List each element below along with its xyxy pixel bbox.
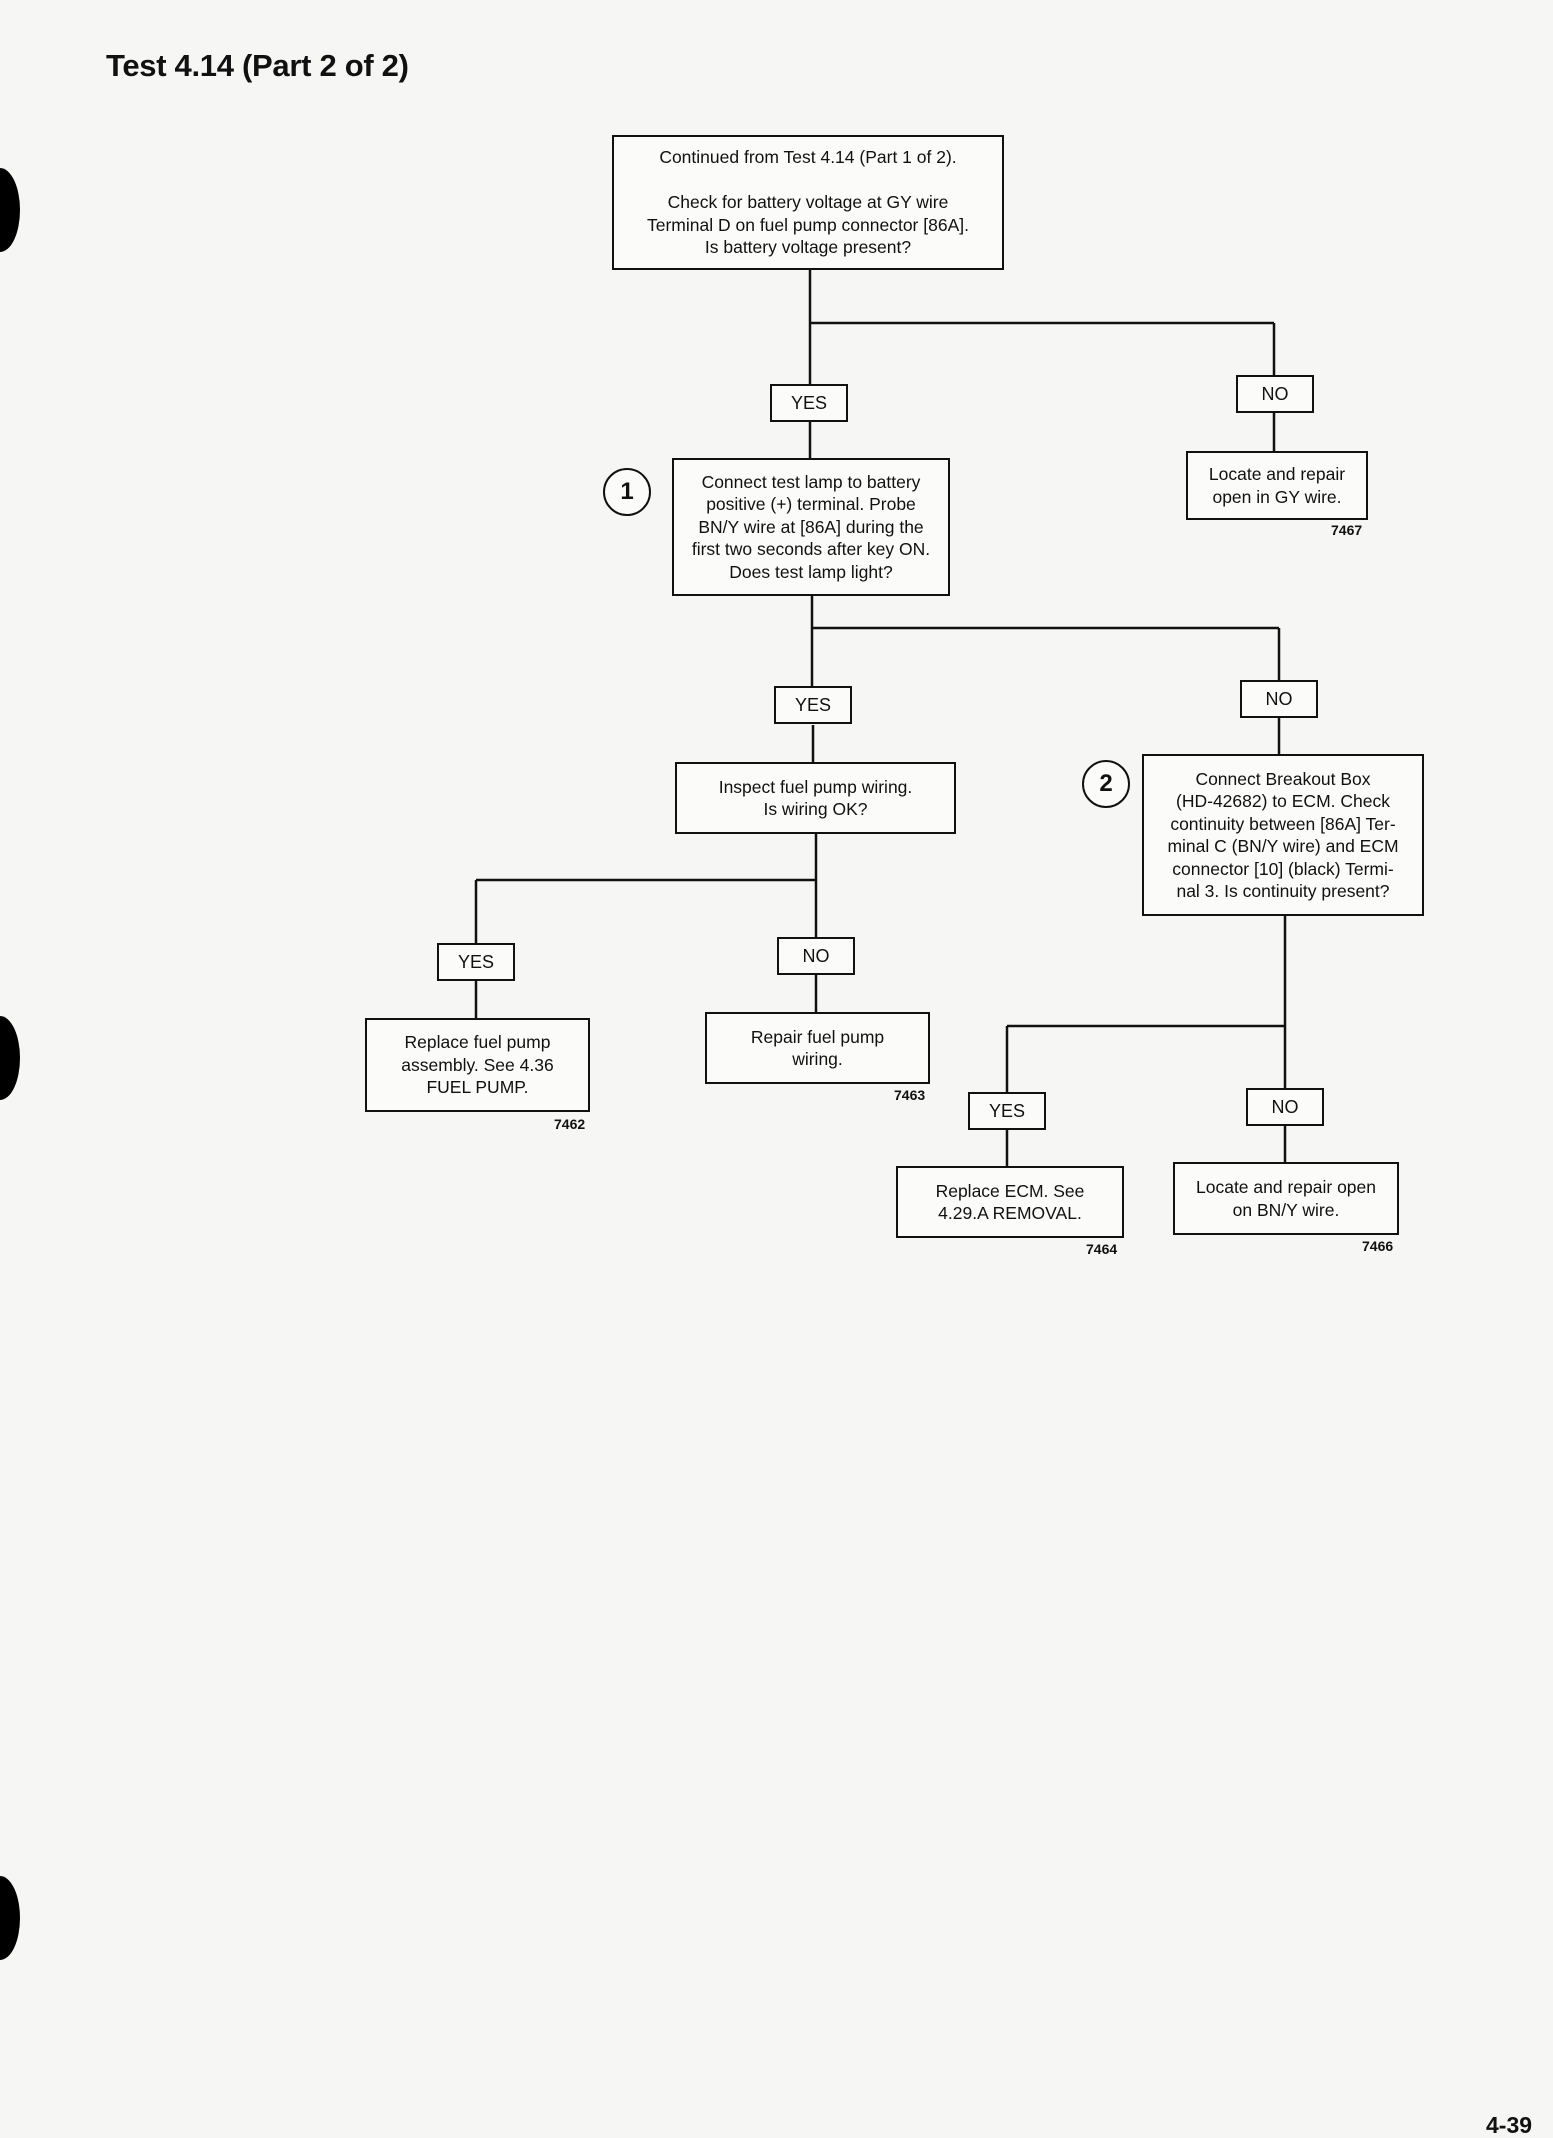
step-2-marker: 2 — [1082, 760, 1130, 808]
page-title: Test 4.14 (Part 2 of 2) — [106, 48, 409, 83]
no-label-1: NO — [1236, 375, 1314, 413]
yes-label-2: YES — [774, 686, 852, 724]
connector-inspect — [476, 833, 816, 943]
yes-label-3: YES — [437, 943, 515, 981]
repair-gy-box: Locate and repair open in GY wire. — [1186, 451, 1368, 520]
yes-label-4: YES — [968, 1092, 1046, 1130]
replace-pump-box: Replace fuel pump assembly. See 4.36 FUEL PUMP. — [365, 1018, 590, 1112]
step-2-box: Connect Breakout Box (HD-42682) to ECM. Check continuity between [86A] Ter- minal C (BN/Y wire) and ECM connector [10] (black) Termi- nal 3. Is continuity present? — [1142, 754, 1424, 916]
connector-step2 — [1007, 914, 1285, 1092]
repair-bny-box: Locate and repair open on BN/Y wire. — [1173, 1162, 1399, 1235]
step-1-box: Connect test lamp to battery positive (+) terminal. Probe BN/Y wire at [86A] during the first two seconds after key ON. Does test lamp light? — [672, 458, 950, 596]
inspect-wiring-box: Inspect fuel pump wiring. Is wiring OK? — [675, 762, 956, 834]
figure-id-7462: 7462 — [554, 1116, 586, 1132]
replace-ecm-box: Replace ECM. See 4.29.A REMOVAL. — [896, 1166, 1124, 1238]
connector-start — [810, 268, 1274, 385]
figure-id-7466: 7466 — [1362, 1238, 1394, 1254]
no-label-2: NO — [1240, 680, 1318, 718]
yes-label-1: YES — [770, 384, 848, 422]
figure-id-7467: 7467 — [1331, 522, 1363, 538]
no-label-4: NO — [1246, 1088, 1324, 1126]
no-label-3: NO — [777, 937, 855, 975]
connector-step1 — [812, 594, 1279, 686]
start-box: Continued from Test 4.14 (Part 1 of 2). Check for battery voltage at GY wire Terminal D on fuel pump connector [86A]. Is battery voltage present? — [612, 135, 1004, 270]
repair-wiring-box: Repair fuel pump wiring. — [705, 1012, 930, 1084]
page-number: 4-39 — [1486, 2112, 1533, 2138]
step-1-marker: 1 — [603, 468, 651, 516]
figure-id-7463: 7463 — [894, 1087, 926, 1103]
figure-id-7464: 7464 — [1086, 1241, 1118, 1257]
